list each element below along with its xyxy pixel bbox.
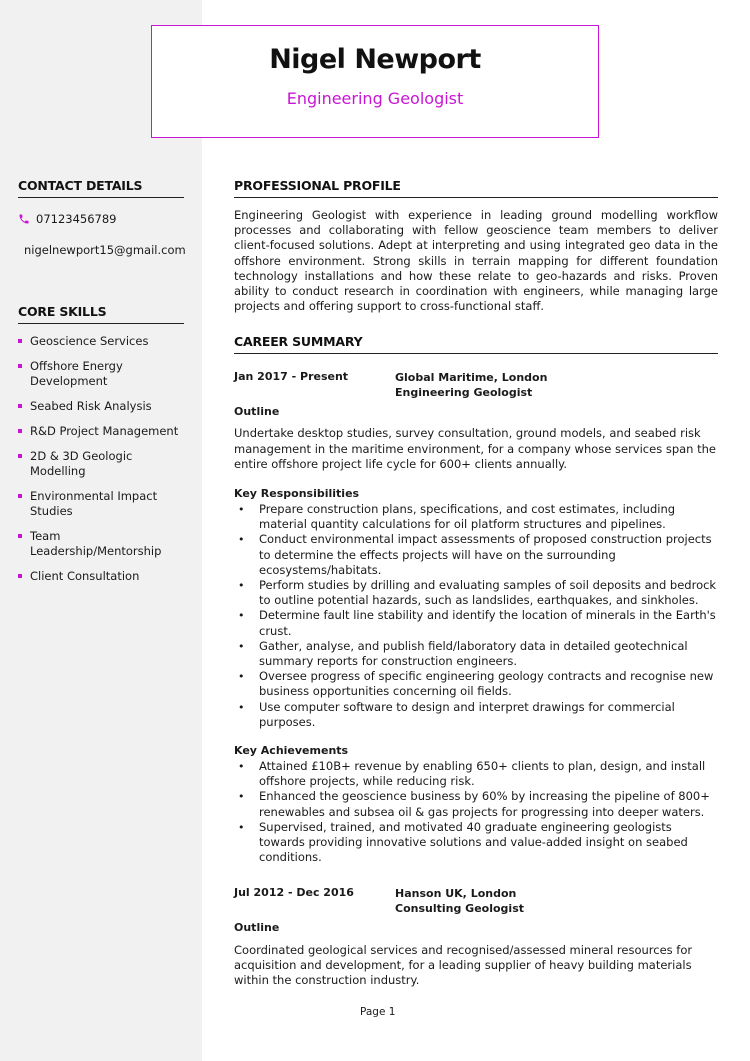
skill-item: Client Consultation (18, 569, 184, 584)
achievements-label: Key Achievements (234, 744, 349, 758)
list-item: • Oversee progress of specific engineering geology contracts and recognise new business opportunities concerning oil fields. (234, 669, 718, 699)
bullet-square-icon (18, 429, 22, 433)
list-item: • Enhanced the geoscience business by 60% by increasing the pipeline of 800+ renewables and subsea oil & gas projects for progressing into deeper waters. (234, 789, 718, 819)
profile-text: Engineering Geologist with experience in leading ground modelling workflow processes and collaborating with fellow geoscience team members to deliver client-focused solutions. Adept at interpreting and using integrated geo data in the offshore environment. Strong skills in terrain mapping for different foundation technology installations and how these relate to geo-hazards and risks. Proven ability to conduct research in coordination with engineers, while managing large projects and offering support to cross-functional staff. (234, 208, 718, 314)
outline-label: Outline (234, 405, 280, 419)
bullet-square-icon (18, 534, 22, 538)
job-role: Engineering Geologist (395, 386, 533, 400)
skills-list (18, 334, 184, 584)
header-box (151, 25, 599, 138)
main-column (234, 178, 718, 988)
contact-heading: CONTACT DETAILS (18, 178, 184, 198)
skills-section (18, 304, 184, 594)
responsibilities-list (234, 502, 718, 730)
achievements-list (234, 759, 718, 865)
page-number: Page 1 (360, 1006, 396, 1018)
list-item: • Supervised, trained, and motivated 40 graduate engineering geologists towards providing innovative solutions and value-added insight on seabed conditions. (234, 820, 718, 866)
bullet-square-icon (18, 364, 22, 368)
job-header (234, 886, 718, 916)
career-heading: CAREER SUMMARY (234, 334, 718, 354)
candidate-title: Engineering Geologist (286, 89, 464, 108)
list-item: • Gather, analyse, and publish field/laboratory data in detailed geotechnical summary reports for construction engineers. (234, 639, 718, 669)
email-row (18, 243, 184, 257)
skill-item: R&D Project Management (18, 424, 184, 439)
bullet-square-icon (18, 339, 22, 343)
job-company: Global Maritime, London (395, 371, 548, 385)
bullet-square-icon (18, 454, 22, 458)
bullet-square-icon (18, 574, 22, 578)
bullet-square-icon (18, 404, 22, 408)
contact-section (18, 178, 184, 257)
skill-item: Team Leadership/Mentorship (18, 529, 184, 559)
skill-item: Environmental Impact Studies (18, 489, 184, 519)
phone-icon (18, 213, 30, 225)
job-header (234, 370, 718, 400)
job-outline: Undertake desktop studies, survey consultation, ground models, and seabed risk management in the maritime environment, for a company whose services span the entire offshore project life cycle for 600+ clients annually. (234, 426, 716, 471)
list-item: • Prepare construction plans, specifications, and cost estimates, including material quantity calculations for oil platform structures and pipelines. (234, 502, 718, 532)
skill-item: Offshore Energy Development (18, 359, 184, 389)
job-company: Hanson UK, London (395, 886, 517, 900)
candidate-name: Nigel Newport (269, 44, 481, 75)
phone-number[interactable]: 07123456789 (36, 212, 117, 226)
job-entry (234, 886, 718, 989)
list-item: • Attained £10B+ revenue by enabling 650+ clients to plan, design, and install offshore projects, while reducing risk. (234, 759, 718, 789)
outline-label: Outline (234, 920, 280, 934)
skill-item: Geoscience Services (18, 334, 184, 349)
skill-item: Seabed Risk Analysis (18, 399, 184, 414)
list-item: • Determine fault line stability and identify the location of minerals in the Earth's crust. (234, 608, 718, 638)
responsibilities-label: Key Responsibilities (234, 487, 360, 501)
job-outline: Coordinated geological services and recognised/assessed mineral resources for acquisition and development, for a leading supplier of heavy building materials within the construction industry. (234, 942, 693, 987)
email-address[interactable]: nigelnewport15@gmail.com (24, 243, 186, 257)
job-dates: Jan 2017 - Present (234, 370, 349, 384)
job-role: Consulting Geologist (395, 901, 524, 915)
skill-item: 2D & 3D Geologic Modelling (18, 449, 184, 479)
skills-heading: CORE SKILLS (18, 304, 184, 324)
phone-row (18, 212, 184, 226)
list-item: • Perform studies by drilling and evaluating samples of soil deposits and bedrock to outline potential hazards, such as landslides, earthquakes, and sinkholes. (234, 578, 718, 608)
job-entry (234, 370, 718, 865)
list-item: • Use computer software to design and interpret drawings for commercial purposes. (234, 700, 718, 730)
bullet-square-icon (18, 494, 22, 498)
profile-heading: PROFESSIONAL PROFILE (234, 178, 718, 198)
list-item: • Conduct environmental impact assessments of proposed construction projects to determine the effects projects will have on the surrounding ecosystems/habitats. (234, 532, 718, 578)
job-dates: Jul 2012 - Dec 2016 (234, 885, 354, 899)
